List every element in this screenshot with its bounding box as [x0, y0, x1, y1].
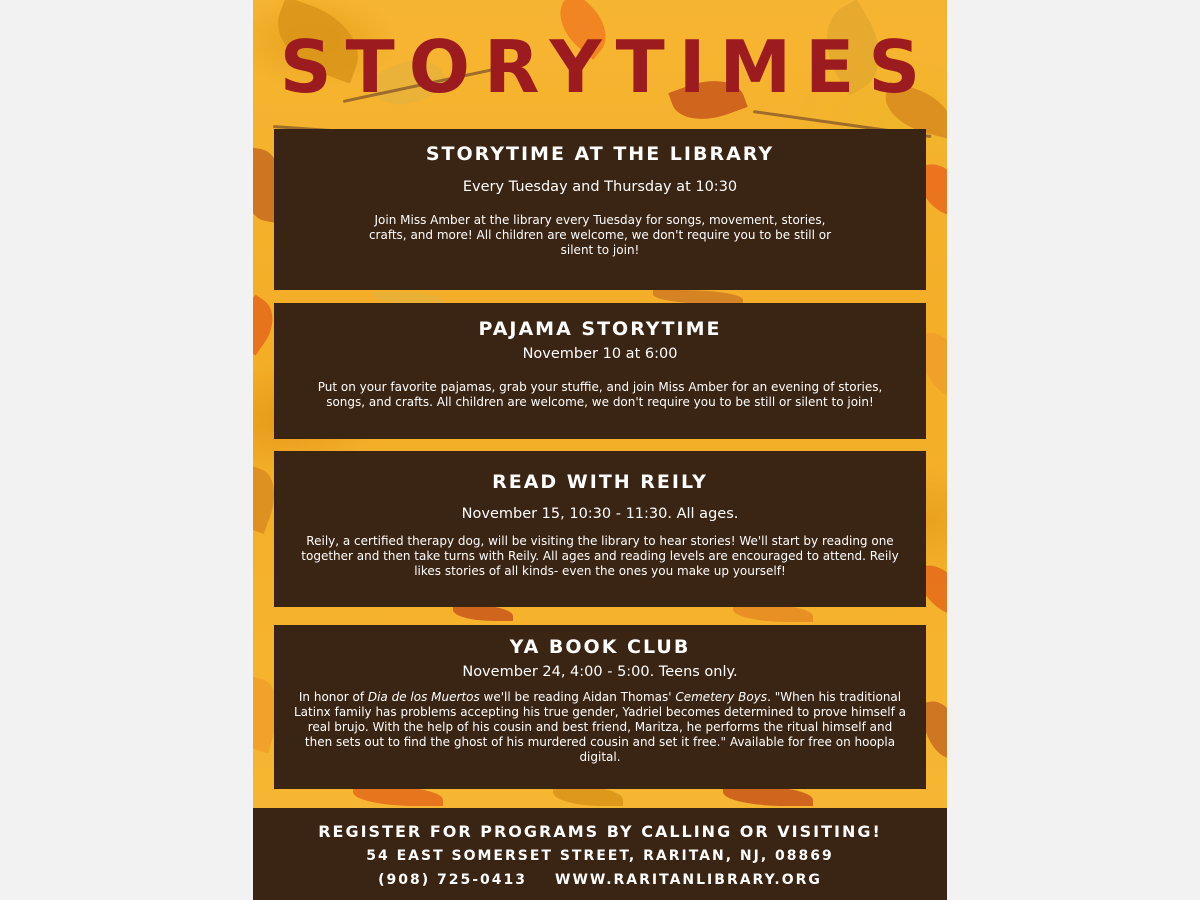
poster-title: STORYTIMES — [279, 25, 935, 109]
library-address: 54 EAST SOMERSET STREET, RARITAN, NJ, 08869 — [366, 848, 834, 864]
contact-line — [253, 872, 947, 888]
event-schedule: November 24, 4:00 - 5:00. Teens only. — [462, 664, 738, 680]
event-description: Put on your favorite pajamas, grab your stuffie, and join Miss Amber for an evening of stories, songs, and crafts. All children are welcome, we don't require you to be still or silent to join! — [317, 380, 883, 409]
phone-number: (908) 725-0413 — [378, 872, 528, 888]
holiday-name: Dia de los Muertos — [367, 690, 480, 704]
event-description: In honor of Dia de los Muertos we'll be reading Aidan Thomas' Cemetery Boys. "When his traditional Latinx family has problems accepting his true gender, Yadriel becomes determined to prove himself a real brujo. With the help of his cousin and best friend, Maritza, he performs the ritual himself and then sets out to find the ghost of his murdered cousin and set it free." Available for free on hoopla digital. — [294, 690, 906, 764]
website-url: WWW.RARITANLIBRARY.ORG — [555, 872, 822, 888]
event-description: Join Miss Amber at the library every Tuesday for songs, movement, stories, crafts, and more! All children are welcome, we don't require you to be still or silent to join! — [368, 213, 832, 257]
contact-footer — [253, 808, 947, 900]
event-title: YA BOOK CLUB — [509, 636, 691, 658]
event-schedule: November 15, 10:30 - 11:30. All ages. — [461, 506, 739, 522]
event-title: STORYTIME AT THE LIBRARY — [425, 143, 775, 165]
event-title: READ WITH REILY — [492, 471, 708, 493]
event-card-ya-book-club — [274, 625, 926, 789]
event-card-pajama-storytime — [274, 303, 926, 439]
event-schedule: November 10 at 6:00 — [522, 346, 678, 362]
event-card-read-with-reily — [274, 451, 926, 607]
register-heading: REGISTER FOR PROGRAMS BY CALLING OR VISITING! — [318, 822, 882, 841]
event-schedule: Every Tuesday and Thursday at 10:30 — [462, 179, 738, 195]
event-description: Reily, a certified therapy dog, will be visiting the library to hear stories! We'll start by reading one together and then take turns with Reily. All ages and reading levels are encouraged to attend. Reily likes stories of all kinds- even the ones you make up yourself! — [301, 534, 899, 578]
event-card-storytime-at-library — [274, 129, 926, 290]
event-title: PAJAMA STORYTIME — [478, 318, 722, 340]
book-title: Cemetery Boys — [675, 690, 768, 704]
storytimes-poster — [253, 0, 947, 900]
